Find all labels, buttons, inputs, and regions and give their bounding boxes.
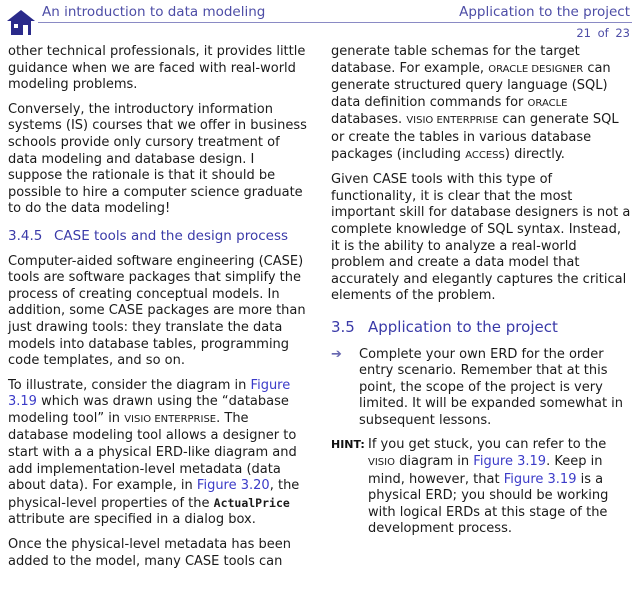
section-heading-title: CASE tools and the design process <box>54 227 289 244</box>
text-run: diagram in <box>399 454 470 470</box>
text-run: can generate SQL or create the tables in various database packages (including <box>331 112 619 162</box>
figure-link[interactable]: Figure 3.20 <box>196 478 270 494</box>
section-heading <box>8 228 308 245</box>
paragraph: Conversely, the introductory information systems (IS) courses that we offer in business schools provide only cursory treatment of data modeling and database design. I suppose the rationale is that it should be possible to hire a computer science graduate to do the data modeling! <box>8 101 307 217</box>
product-name: VISIO <box>368 457 395 469</box>
text-run: , the physical-level properties of the <box>8 478 300 511</box>
text-run: attribute are specified in a dialog box. <box>8 512 256 528</box>
text-run: generate table schemas for the target database. For example, <box>331 44 580 76</box>
page-header <box>0 0 638 44</box>
paragraph: Once the physical-level metadata has been added to the model, many CASE tools can <box>8 537 291 569</box>
product-name: VISIO ENTERPRISE <box>124 413 217 425</box>
section-heading <box>331 319 631 336</box>
arrow-icon: ➔ <box>331 346 342 362</box>
text-run: can generate structured query language (SQL) data definition commands for <box>331 60 611 110</box>
text-run: which was drawn using the “database modeling tool” in <box>8 394 289 426</box>
home-icon[interactable] <box>6 8 36 36</box>
text-run: . The database modeling tool allows a designer to start with a a physical ERD-like diagram and add implementation-level metadata (data about data). For example, in <box>8 410 297 494</box>
page-total: 23 <box>615 26 630 40</box>
text-run: ) directly. <box>504 146 565 162</box>
task-bullet <box>331 347 631 430</box>
product-name: ACCESS <box>465 149 505 161</box>
figure-link[interactable]: Figure 3.19 <box>503 471 577 487</box>
chapter-title[interactable]: An introduction to data modeling <box>42 4 266 20</box>
hint-block <box>331 437 631 538</box>
page-number <box>576 26 630 40</box>
right-column <box>331 44 631 546</box>
text-run: To illustrate, consider the diagram in <box>8 377 247 393</box>
section-number: 3.4.5 <box>8 227 43 244</box>
figure-link[interactable]: Figure 3.19 <box>473 454 547 470</box>
section-number: 3.5 <box>331 317 355 336</box>
text-run: is a physical ERD; you should be working with logical ERDs at this stage of the development process. <box>368 471 609 537</box>
paragraph <box>8 378 308 529</box>
header-rule <box>38 22 632 23</box>
text-run: . Keep in mind, however, that <box>368 454 603 487</box>
section-title[interactable]: Application to the project <box>459 4 630 20</box>
paragraph: Computer-aided software engineering (CASE) tools are software packages that simplify the process of creating conceptual models. In addition, some CASE packages are more than just drawing tools: they translate the data models into database tables, programming code templates, and so on. <box>8 253 306 369</box>
product-name: ORACLE DESIGNER <box>488 63 584 75</box>
left-column <box>8 44 308 578</box>
hint-label: HINT: <box>331 438 365 452</box>
hint-text <box>368 437 631 538</box>
paragraph <box>331 44 631 164</box>
paragraph: other technical professionals, it provides little guidance when we are faced with real-world modeling problems. <box>8 44 306 93</box>
code-term: ActualPrice <box>213 495 290 510</box>
paragraph: Given CASE tools with this type of functionality, it is clear that the most important skill for database designers is not a complete knowledge of SQL syntax. Instead, it is the ability to analyze a real-world problem and create a data model that accurately and elegantly captures the critical elements of the problem. <box>331 172 631 304</box>
text-run: databases. <box>331 112 403 128</box>
product-name: ORACLE <box>527 97 568 109</box>
page-of: of <box>597 26 609 40</box>
page-current: 21 <box>576 26 591 40</box>
text-run: If you get stuck, you can refer to the <box>368 437 607 453</box>
section-heading-title: Application to the project <box>368 317 558 336</box>
bullet-text: Complete your own ERD for the order entry scenario. Remember that at this point, the scope of the project is very limited. It will be expanded somewhat in subsequent lessons. <box>359 346 624 428</box>
figure-link[interactable]: Figure 3.19 <box>8 377 291 410</box>
product-name: VISIO ENTERPRISE <box>406 115 499 127</box>
